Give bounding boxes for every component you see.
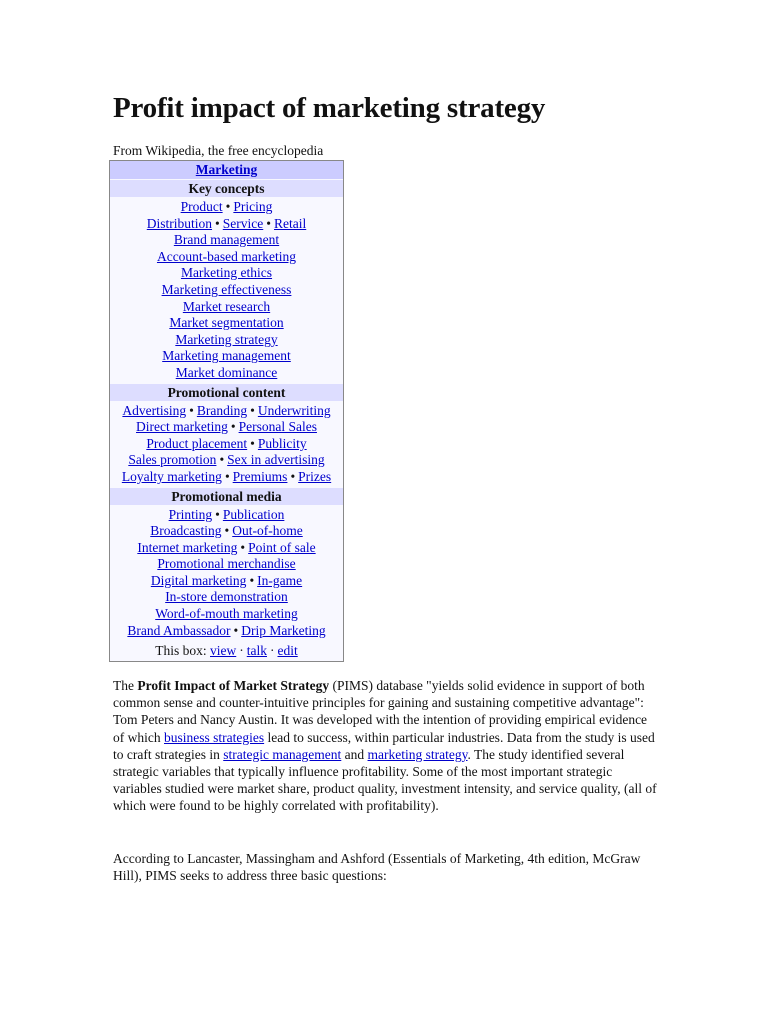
navbox-row xyxy=(110,606,343,623)
navbox-header xyxy=(110,161,343,179)
inline-link[interactable]: business strategies xyxy=(164,729,265,745)
navbox-row xyxy=(110,556,343,573)
bullet-separator: • xyxy=(290,468,296,484)
navbox-row xyxy=(110,623,343,640)
bullet-separator: • xyxy=(225,199,231,214)
navbox-row xyxy=(110,540,343,557)
navbox-row xyxy=(110,589,343,606)
navbox-row xyxy=(110,507,343,524)
paragraph-text: The xyxy=(113,678,138,693)
navbox-link[interactable]: Retail xyxy=(273,215,307,231)
bullet-separator: • xyxy=(189,402,194,418)
navbox-row xyxy=(110,348,343,365)
navbox-link[interactable]: Market dominance xyxy=(175,364,278,380)
navbox-link[interactable]: Publication xyxy=(222,506,285,522)
page-subtitle: From Wikipedia, the free encyclopedia xyxy=(113,143,324,158)
navbox-row xyxy=(110,365,343,382)
bullet-separator: • xyxy=(215,506,220,522)
navbox-link[interactable]: Out-of-home xyxy=(232,523,303,539)
navbox-link[interactable]: Account-based marketing xyxy=(156,248,297,264)
navbox-link[interactable]: Printing xyxy=(168,506,213,522)
navbox-talk-link[interactable]: talk xyxy=(246,643,267,659)
bullet-separator: • xyxy=(230,419,236,435)
navbox-row xyxy=(110,573,343,590)
bullet-separator: • xyxy=(250,402,255,418)
navbox-link[interactable]: Brand management xyxy=(173,232,280,248)
paragraph-text: According to Lancaster, Massingham and Ashford (Essentials of Marketing, 4th edition, McGraw Hill), PIMS seeks to address three basic questions: xyxy=(113,851,641,884)
separator-dot: · xyxy=(239,643,244,659)
bullet-separator: • xyxy=(215,215,220,231)
navbox-link[interactable]: Broadcasting xyxy=(150,523,222,539)
navbox-link[interactable]: Direct marketing xyxy=(136,419,228,435)
navbox-link[interactable]: In-store demonstration xyxy=(165,589,288,605)
navbox-row xyxy=(110,403,343,420)
navbox-link[interactable]: Service xyxy=(222,215,264,231)
navbox-row xyxy=(110,216,343,233)
navbox-header-link[interactable]: Marketing xyxy=(195,162,258,177)
navbox-link[interactable]: Personal Sales xyxy=(238,419,317,435)
navbox-link[interactable]: Prizes xyxy=(298,468,332,484)
inline-link[interactable]: strategic management xyxy=(223,746,342,762)
marketing-navbox xyxy=(109,160,344,662)
navbox-row xyxy=(110,523,343,540)
navbox-link[interactable]: Publicity xyxy=(257,435,307,451)
navbox-row xyxy=(110,436,343,453)
navbox-row xyxy=(110,199,343,216)
navbox-view-link[interactable]: view xyxy=(210,643,237,659)
navbox-row xyxy=(110,469,343,486)
navbox-row xyxy=(110,315,343,332)
navbox-link[interactable]: Internet marketing xyxy=(137,539,238,555)
navbox-group-title: Key concepts xyxy=(110,179,343,197)
navbox-link[interactable]: Marketing effectiveness xyxy=(161,281,292,297)
navbox-link[interactable]: Brand Ambassador xyxy=(127,622,231,638)
navbox-link[interactable]: Underwriting xyxy=(257,402,331,418)
navbox-group-list xyxy=(110,401,343,487)
article-paragraph-intro xyxy=(113,677,658,815)
bullet-separator: • xyxy=(233,622,239,638)
navbox-link[interactable]: Marketing strategy xyxy=(175,331,278,347)
bullet-separator: • xyxy=(266,215,271,231)
navbox-row xyxy=(110,232,343,249)
bullet-separator: • xyxy=(224,523,230,539)
navbox-group-title: Promotional content xyxy=(110,383,343,401)
navbox-link[interactable]: Market research xyxy=(182,298,271,314)
navbox-edit-link[interactable]: edit xyxy=(277,643,298,659)
navbox-link[interactable]: Pricing xyxy=(233,199,273,214)
paragraph-text: (PIMS) database "yields solid evidence in support of both common sense and counter-intuitive principles for gaining and sustaining competitive advantage": Tom Peters and Nancy Austin. It was developed with the intention of providing empirical evidence of which xyxy=(113,678,648,745)
navbox-link[interactable]: Product xyxy=(180,199,223,214)
separator-dot: · xyxy=(270,643,275,659)
navbox-link[interactable]: In-game xyxy=(257,572,303,588)
navbox-link[interactable]: Distribution xyxy=(146,215,213,231)
navbox-link[interactable]: Premiums xyxy=(232,468,288,484)
navbox-row xyxy=(110,419,343,436)
navbox-link[interactable]: Marketing ethics xyxy=(180,265,273,281)
navbox-link[interactable]: Loyalty marketing xyxy=(121,468,222,484)
paragraph-text: lead to success, within particular industries. Data from the study is used to craft strategies in xyxy=(113,729,655,762)
bullet-separator: • xyxy=(250,435,255,451)
navbox-group-title: Promotional media xyxy=(110,487,343,505)
navbox-link[interactable]: Advertising xyxy=(122,402,187,418)
navbox-link[interactable]: Point of sale xyxy=(248,539,316,555)
navbox-link[interactable]: Drip Marketing xyxy=(241,622,326,638)
inline-link[interactable]: marketing strategy xyxy=(367,746,468,762)
bullet-separator: • xyxy=(249,572,255,588)
bold-term: Profit Impact of Market Strategy xyxy=(137,678,330,693)
article-paragraph-questions xyxy=(113,850,658,884)
navbox-link[interactable]: Branding xyxy=(196,402,248,418)
page-title: Profit impact of marketing strategy xyxy=(113,92,546,124)
navbox-row xyxy=(110,452,343,469)
navbox-row xyxy=(110,299,343,316)
navbox-row xyxy=(110,282,343,299)
navbox-link[interactable]: Marketing management xyxy=(162,348,291,364)
bullet-separator: • xyxy=(219,452,225,468)
navbox-link[interactable]: Promotional merchandise xyxy=(157,556,296,572)
bullet-separator: • xyxy=(224,468,230,484)
navbox-link[interactable]: Digital marketing xyxy=(150,572,247,588)
navbox-footer xyxy=(110,640,343,661)
navbox-group-list xyxy=(110,197,343,383)
navbox-link[interactable]: Sex in advertising xyxy=(227,452,325,468)
navbox-footer-label: This box: xyxy=(155,643,207,659)
navbox-link[interactable]: Market segmentation xyxy=(169,315,284,331)
navbox-link[interactable]: Word-of-mouth marketing xyxy=(155,606,298,622)
navbox-group-list xyxy=(110,505,343,641)
navbox-row xyxy=(110,265,343,282)
paragraph-text: and xyxy=(341,746,368,762)
navbox-groups xyxy=(110,179,343,640)
navbox-row xyxy=(110,332,343,349)
bullet-separator: • xyxy=(240,539,246,555)
paragraph-text: . The study identified several strategic variables that typically influence profitability. Some of the most important strategic variables studied were market share, product quality, investment intensity, and service quality, (all of which were found to be highly correlated with profitability). xyxy=(113,746,657,814)
navbox-link[interactable]: Sales promotion xyxy=(128,452,217,468)
navbox-row xyxy=(110,249,343,266)
navbox-link[interactable]: Product placement xyxy=(146,435,248,451)
